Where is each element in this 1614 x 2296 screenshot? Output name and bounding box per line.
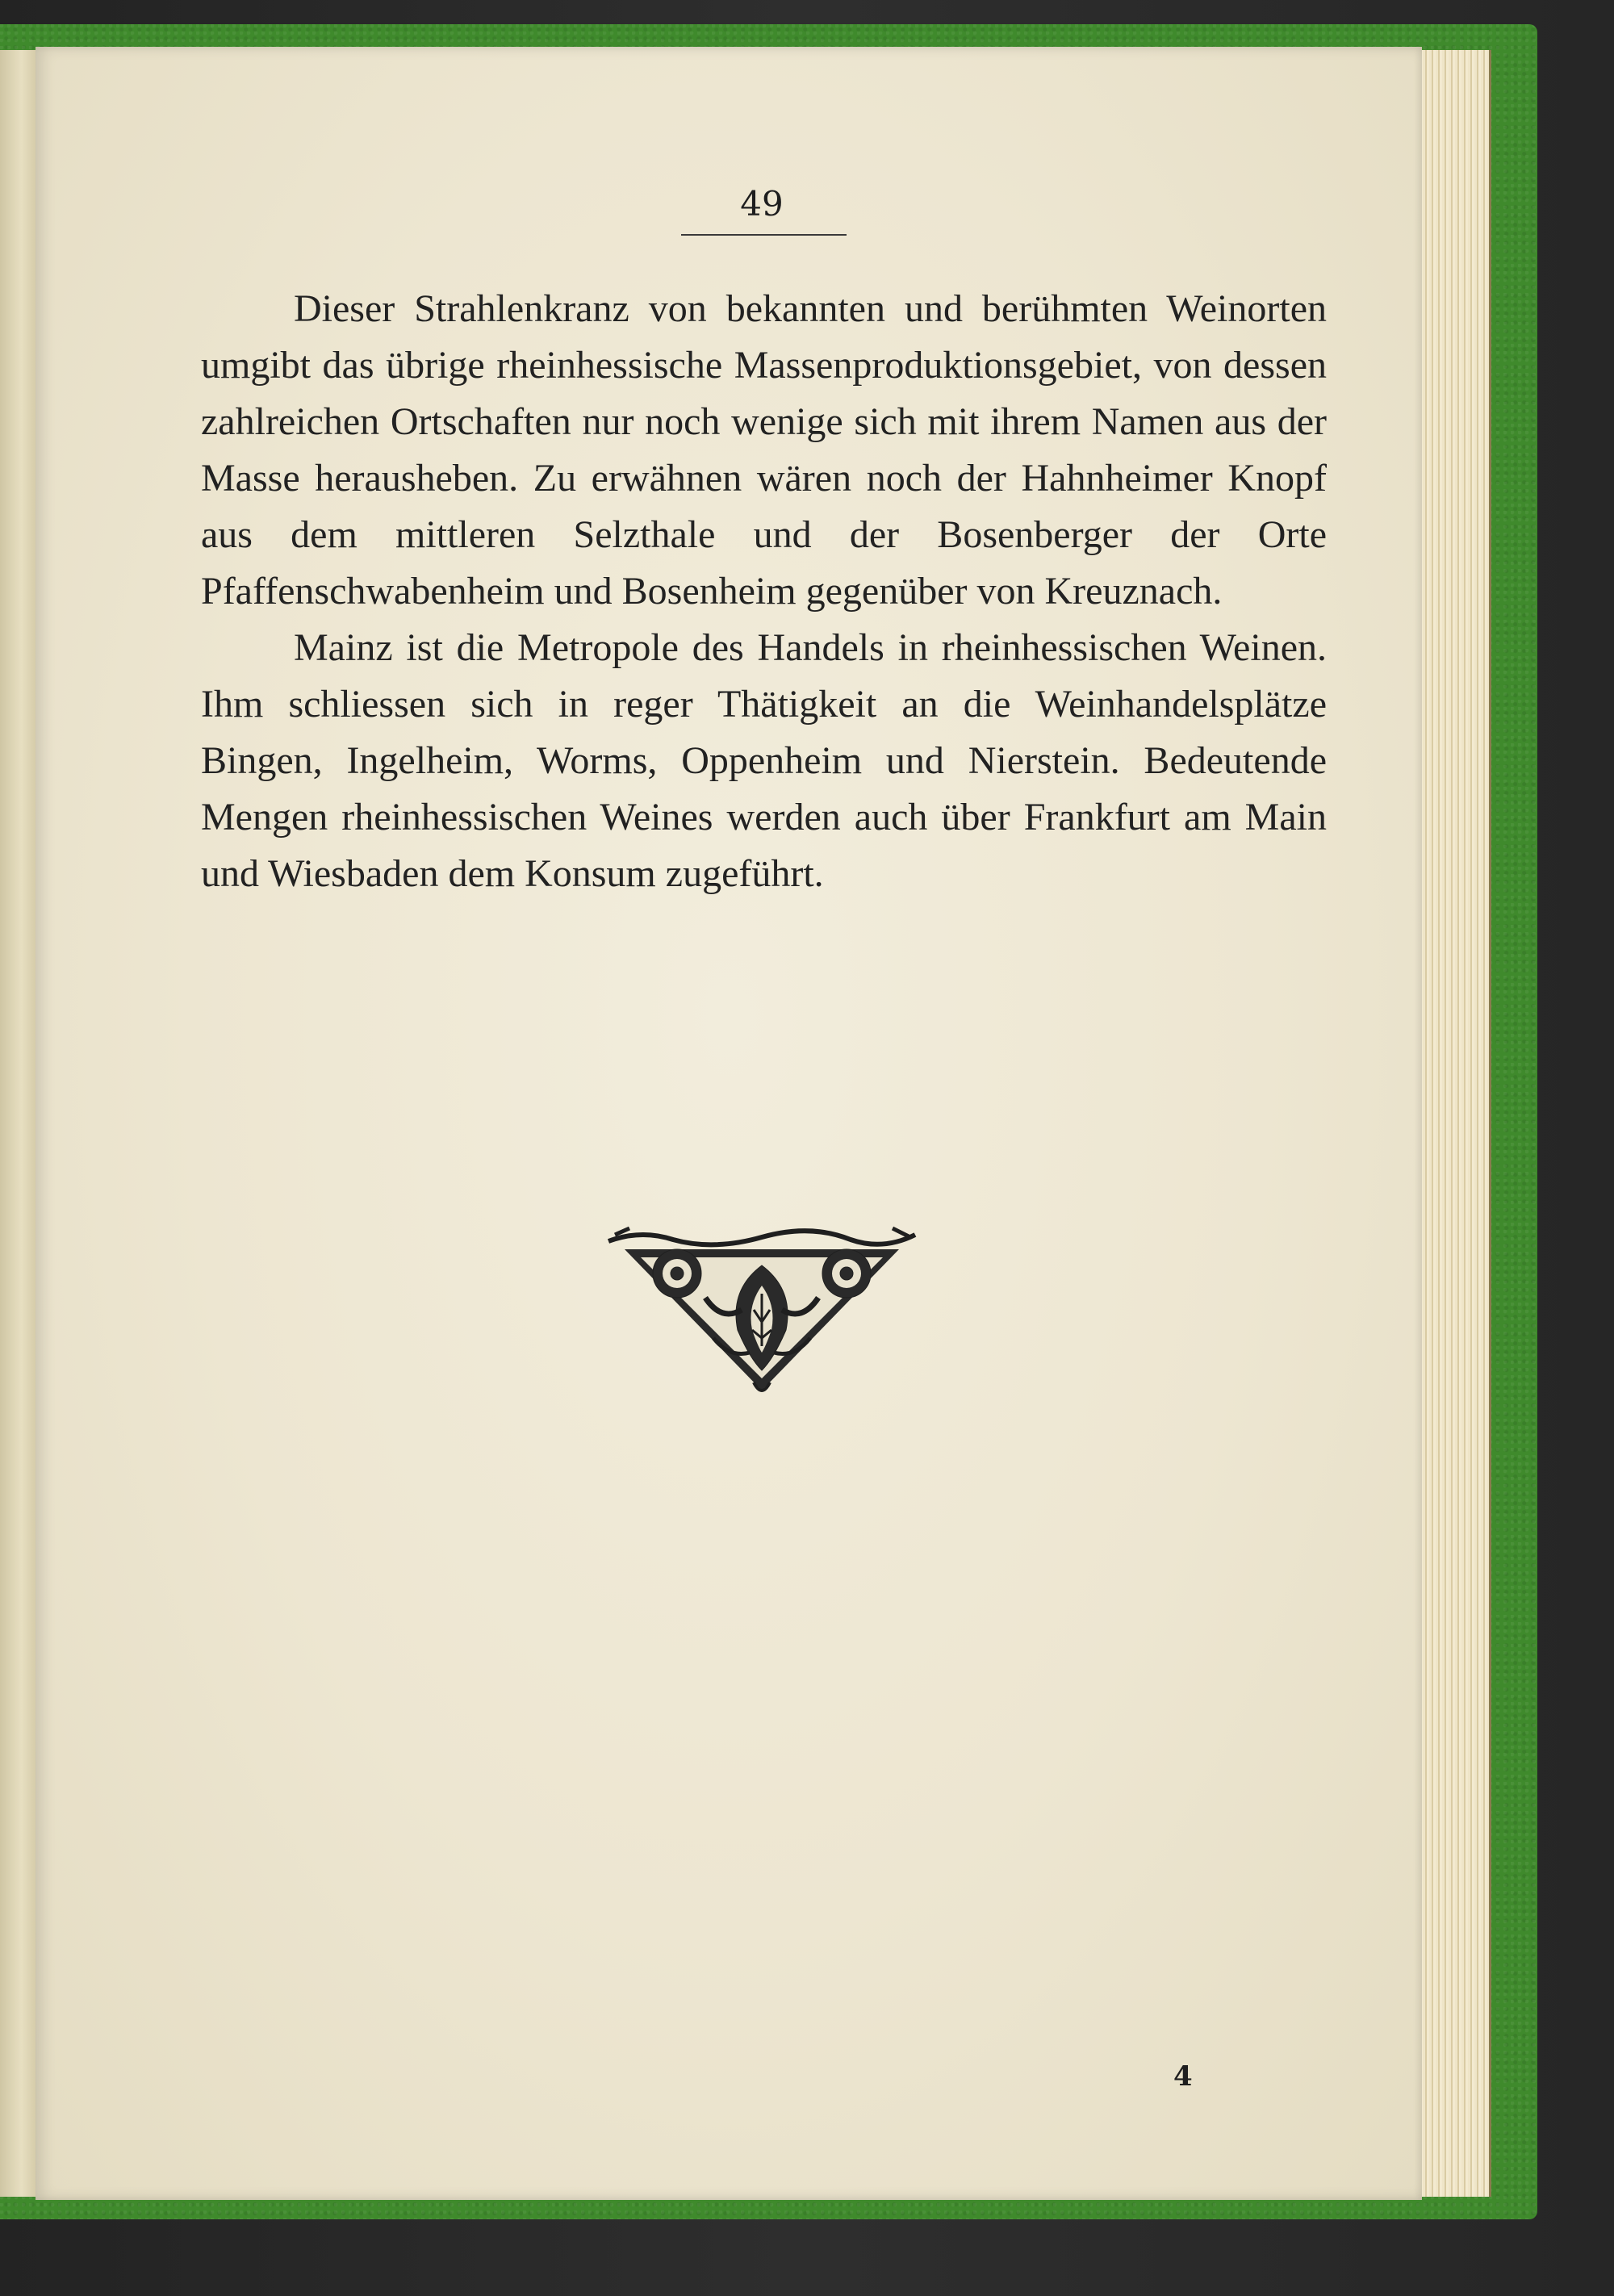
book-page (36, 47, 1422, 2200)
page-number: 49 (740, 184, 784, 224)
header-rule (681, 234, 847, 236)
paragraph-1: Dieser Strahlenkranz von bekannten und berühmten Weinorten umgibt das übrige rheinhessische Massenproduktionsgebiet, von dessen zahlreichen Ortschaften nur noch wenige sich mit ihrem Namen aus der Masse herausheben. Zu erwähnen wären noch der Hahnheimer Knopf aus dem mittleren Selzthale und der Bosenberger der Orte Pfaffenschwabenheim und Bosenheim gegenüber von Kreuznach. (201, 287, 1327, 613)
signature-mark: 4 (1173, 2060, 1193, 2093)
floral-ornament-icon (592, 1217, 931, 1411)
paragraph-2: Mainz ist die Metropole des Handels in rheinhessischen Weinen. Ihm schliessen sich in reger Thätigkeit an die Weinhandelsplätze Bingen, Ingelheim, Worms, Oppenheim und Nierstein. Bedeutende Mengen rheinhessischen Weines werden auch über Frankfurt am Main und Wiesbaden dem Konsum zugeführt. (201, 626, 1327, 895)
previous-page-edge (0, 50, 37, 2197)
page-edges (1416, 50, 1491, 2197)
body-text (201, 281, 1327, 902)
